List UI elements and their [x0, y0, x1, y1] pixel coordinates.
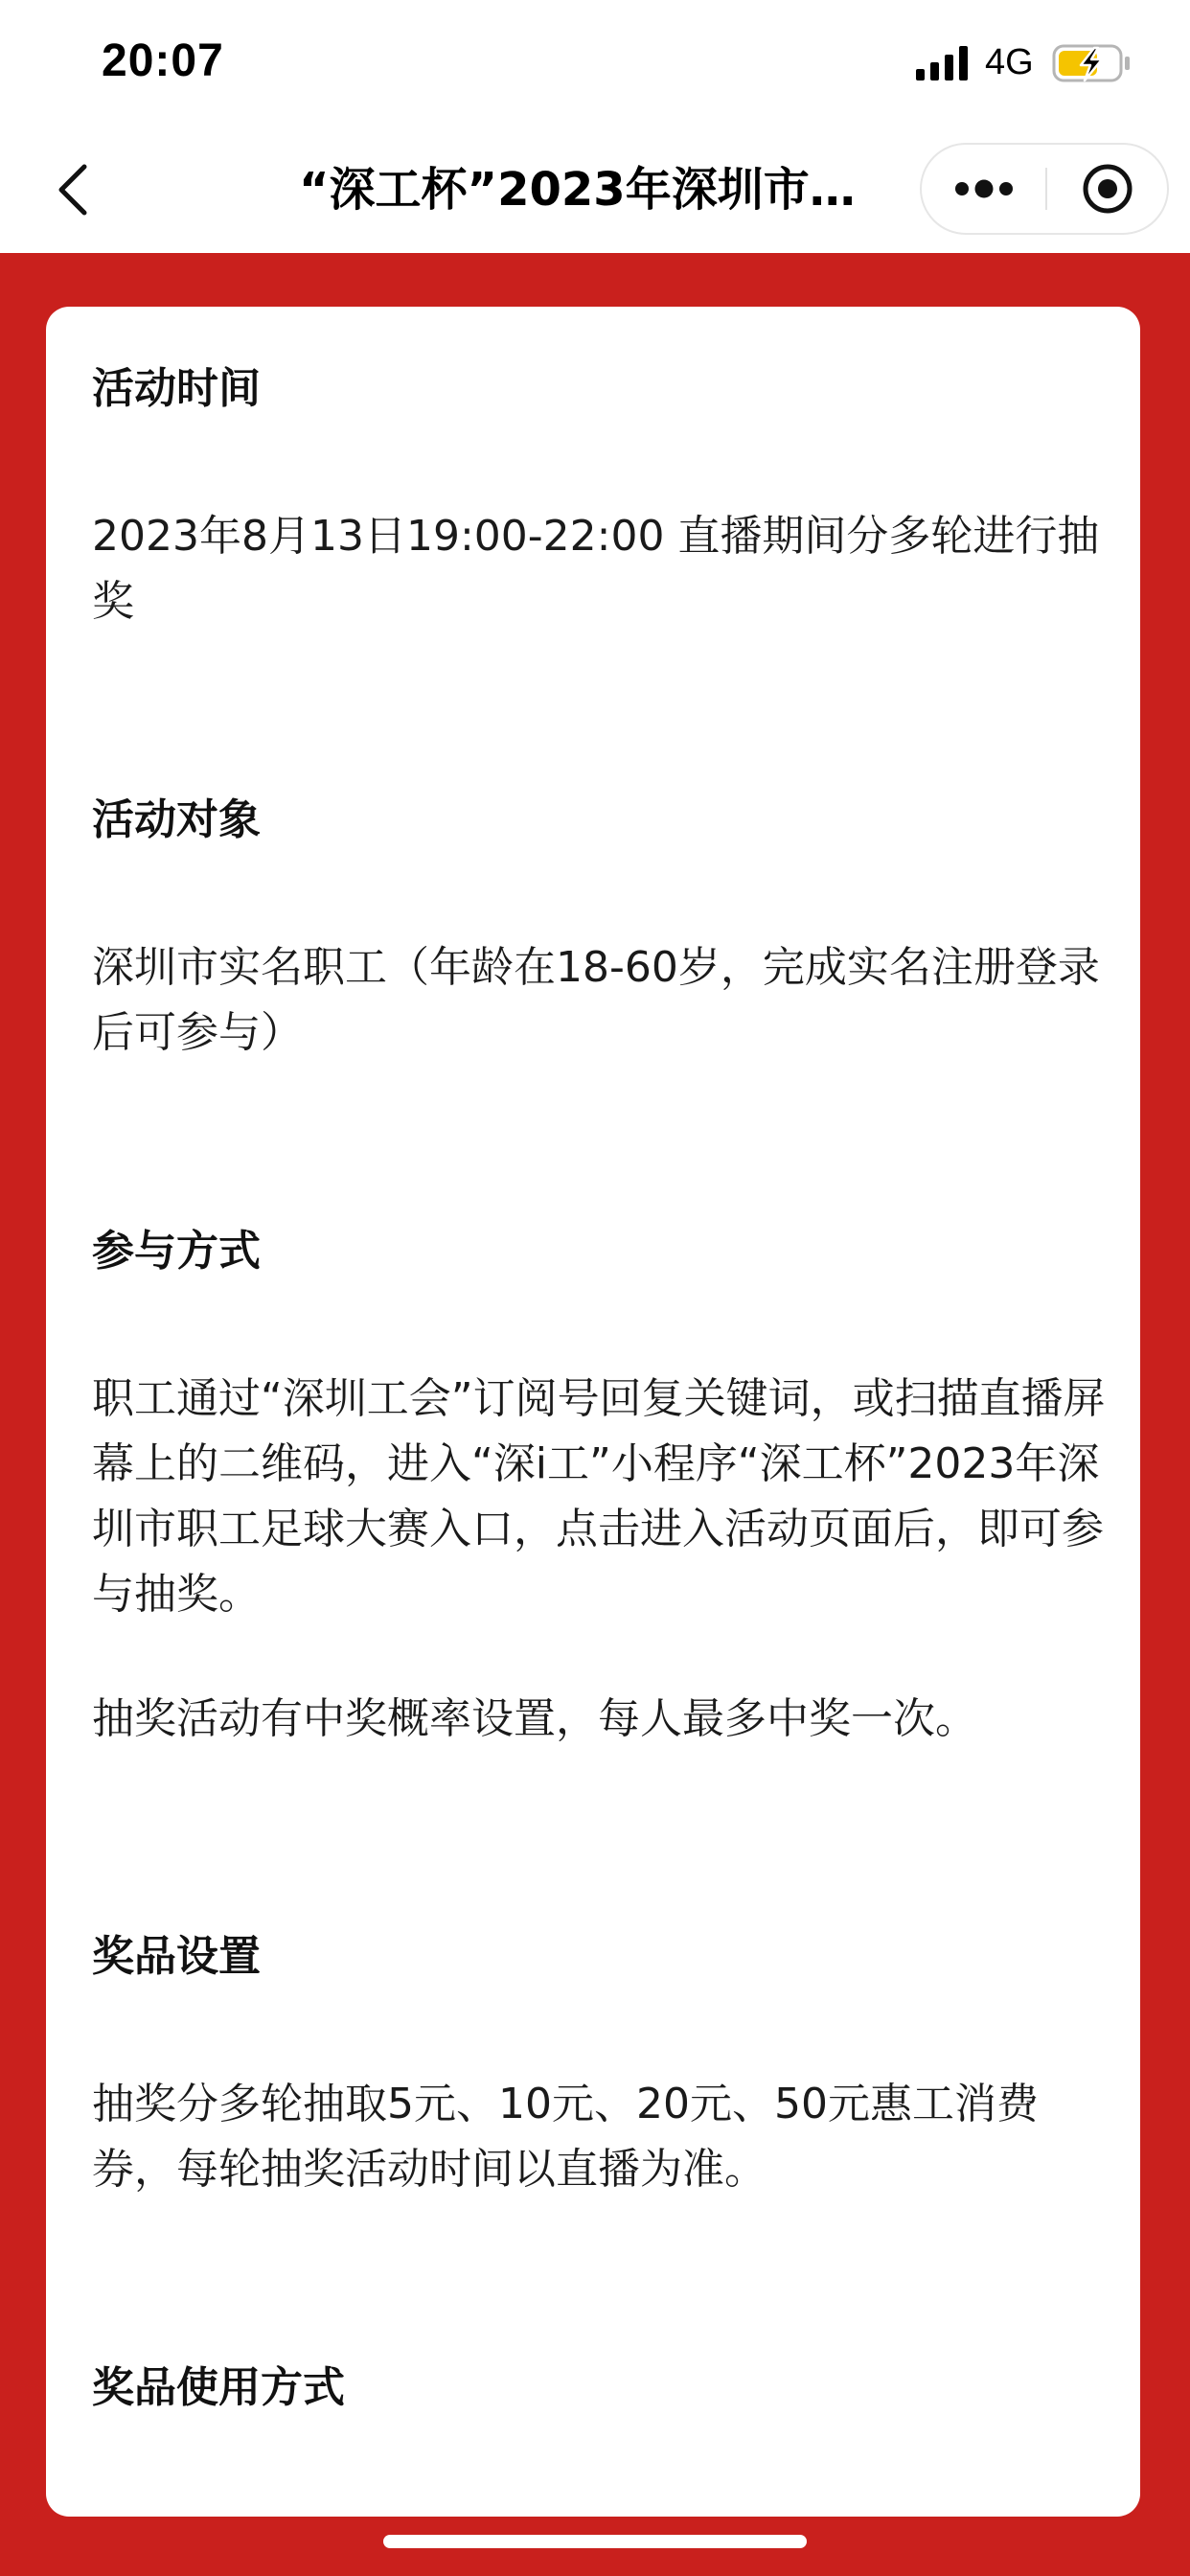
status-bar: [0, 0, 1190, 126]
section-heading-activity-time: 活动时间: [92, 364, 261, 413]
network-type-label: 4G: [985, 42, 1034, 82]
battery-charging-icon: [1052, 42, 1133, 84]
more-button[interactable]: [922, 145, 1045, 233]
page-title: “深工杯”2023年深圳市…: [299, 163, 856, 217]
close-target-icon: [1081, 162, 1134, 216]
close-miniprogram-button[interactable]: [1047, 145, 1167, 233]
section-heading-target: 活动对象: [92, 795, 261, 844]
home-indicator[interactable]: [383, 2535, 807, 2548]
participation-text: 职工通过“深圳工会”订阅号回复关键词，或扫描直播屏幕上的二维码，进入“深i工”小程序“深工杯”2023年深圳市职工足球大赛入口，点击进入活动页面后，即可参与抽奖。: [92, 1374, 1106, 1619]
activity-time-text: 2023年8月13日19:00-22:00 直播期间分多轮进行抽奖: [92, 512, 1100, 626]
prizes-text: 抽奖分多轮抽取5元、10元、20元、50元惠工消费券，每轮抽奖活动时间以直播为准。: [92, 2080, 1039, 2194]
activity-rules-card: [46, 307, 1140, 2517]
section-heading-prize-usage: 奖品使用方式: [92, 2363, 345, 2412]
signal-icon: [916, 46, 970, 80]
navigation-bar: [0, 126, 1190, 253]
target-text: 深圳市实名职工（年龄在18-60岁，完成实名注册登录后可参与）: [92, 943, 1100, 1057]
miniprogram-capsule: [920, 143, 1169, 235]
more-dots-icon: [953, 179, 1015, 198]
section-heading-participation: 参与方式: [92, 1227, 261, 1276]
section-heading-prizes: 奖品设置: [92, 1932, 261, 1981]
back-chevron-icon: [54, 161, 92, 218]
status-time: 20:07: [102, 35, 224, 86]
participation-note-text: 抽奖活动有中奖概率设置，每人最多中奖一次。: [92, 1694, 977, 1743]
back-button[interactable]: [38, 155, 107, 224]
